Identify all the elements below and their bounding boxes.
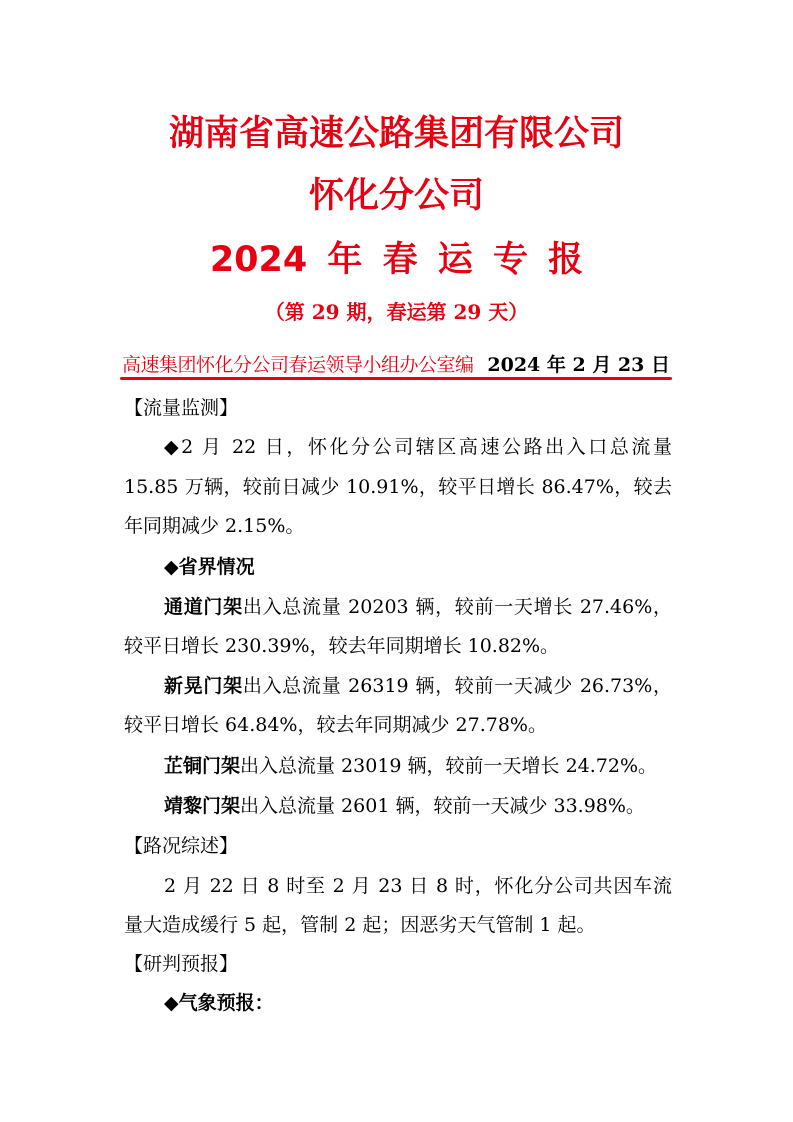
gate-stats: 出入总流量 20203 辆，较前一天增长 27.46%， — [242, 596, 672, 618]
border-heading — [164, 555, 672, 579]
doc-header — [122, 350, 670, 378]
gate-stats-cont: 较平日增长 64.84%，较去年同期减少 27.78%。 — [124, 714, 547, 736]
gate-tongdao — [164, 595, 672, 619]
gate-name: 新晃门架 — [164, 675, 243, 697]
doc-title-branch: 怀化分公司 — [308, 176, 484, 216]
weather-heading — [164, 991, 672, 1015]
issue-date: 2024 年 2 月 23 日 — [487, 354, 670, 376]
doc-title-company: 湖南省高速公路集团有限公司 — [168, 114, 624, 154]
red-divider — [120, 377, 672, 380]
gate-jingli — [164, 794, 672, 818]
gate-zhitong — [164, 754, 672, 778]
gate-stats: 出入总流量 26319 辆，较前一天减少 26.73%， — [242, 675, 672, 697]
gate-stats: 出入总流量 2601 辆，较前一天减少 33.98%。 — [240, 795, 645, 817]
traffic-summary-line: 年同期减少 2.15%。 — [124, 515, 305, 537]
issue-number: （第 29 期，春运第 29 天） — [264, 300, 529, 324]
section-heading-forecast: 【研判预报】 — [124, 953, 239, 975]
section-heading-traffic: 【流量监测】 — [124, 397, 239, 419]
gate-stats: 出入总流量 23019 辆，较前一天增长 24.72%。 — [240, 755, 658, 777]
gate-name: 通道门架 — [164, 596, 243, 618]
traffic-summary-line: 15.85 万辆，较前日减少 10.91%，较平日增长 86.47%，较去 — [124, 476, 672, 498]
road-line: 2 月 22 日 8 时至 2 月 23 日 8 时，怀化分公司共因车流 — [164, 875, 672, 897]
traffic-summary-line: ◆2 月 22 日，怀化分公司辖区高速公路出入口总流量 — [164, 436, 672, 458]
weather-heading-text: ◆气象预报： — [164, 992, 274, 1014]
gate-name: 芷铜门架 — [164, 755, 241, 777]
doc-title-report: 2024 年 春 运 专 报 — [209, 240, 584, 280]
road-line: 量大造成缓行 5 起，管制 2 起；因恶劣天气管制 1 起。 — [124, 914, 596, 936]
gate-xinhuang — [164, 674, 672, 698]
border-heading-text: ◆省界情况 — [164, 556, 255, 578]
editor-office: 高速集团怀化分公司春运领导小组办公室编 — [122, 354, 474, 376]
gate-stats-cont: 较平日增长 230.39%，较去年同期增长 10.82%。 — [124, 635, 560, 657]
section-heading-road: 【路况综述】 — [124, 835, 239, 857]
gate-name: 靖黎门架 — [164, 795, 241, 817]
